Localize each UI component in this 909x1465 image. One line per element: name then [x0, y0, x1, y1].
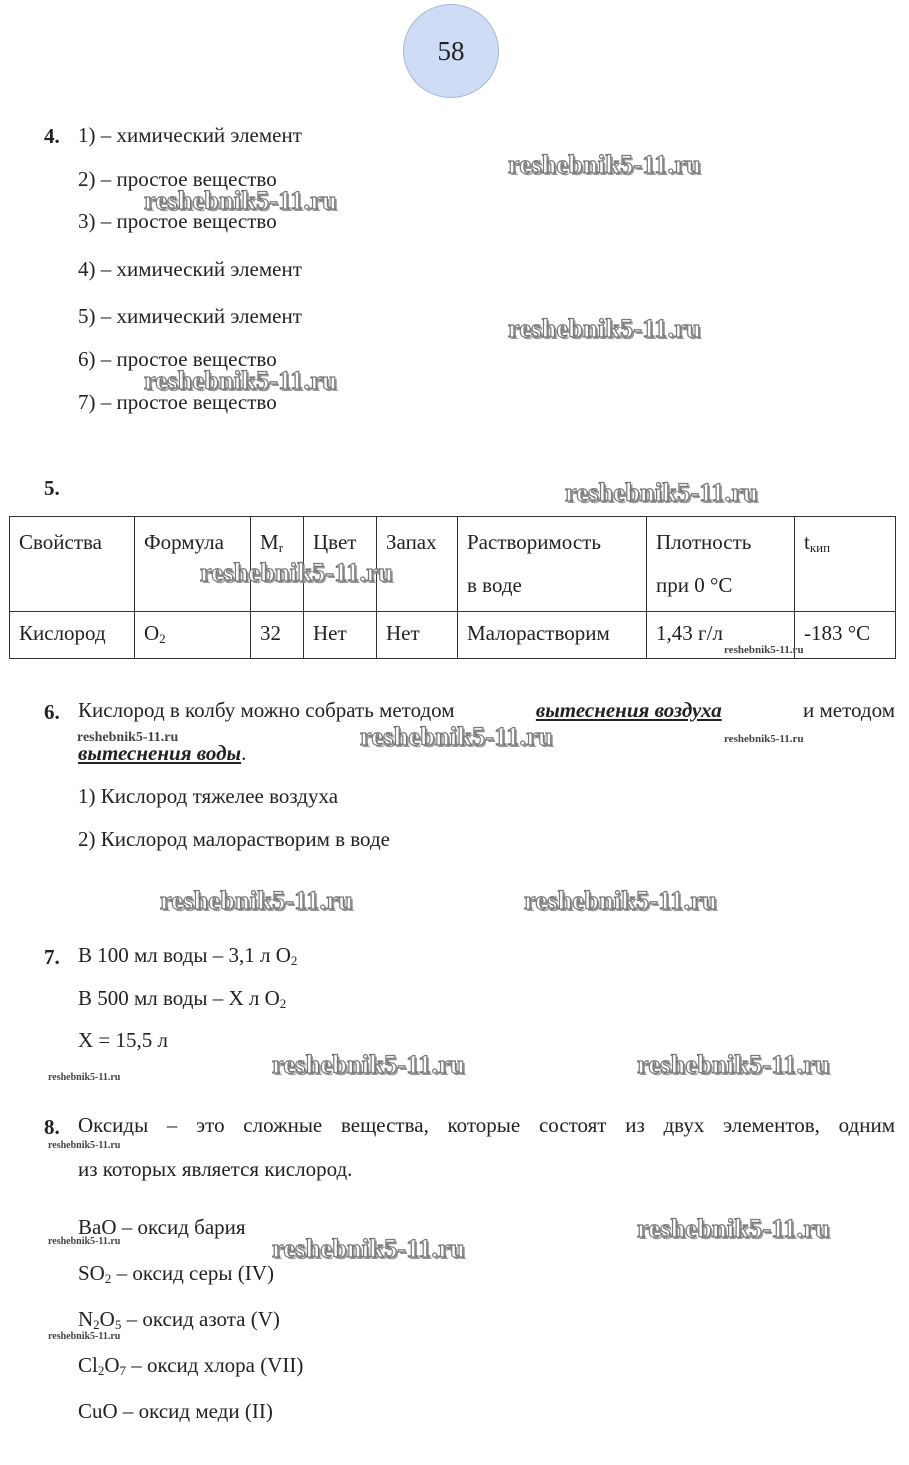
watermark: reshebnik5-11.ru — [360, 722, 553, 751]
watermark: reshebnik5-11.ru — [508, 314, 701, 343]
cell-density: 1,43 г/л — [647, 612, 795, 659]
watermark: reshebnik5-11.ru — [637, 1050, 830, 1079]
page-number-text: 58 — [437, 35, 465, 66]
watermark-small: reshebnik5-11.ru — [48, 1236, 121, 1247]
q4-item-4: 4) – химический элемент — [78, 257, 302, 281]
cell-solubility: Малорастворим — [458, 612, 647, 659]
header-smell: Запах — [377, 517, 458, 612]
cell-color: Нет — [304, 612, 377, 659]
watermark: reshebnik5-11.ru — [637, 1214, 830, 1243]
q4-item-5: 5) – химический элемент — [78, 304, 302, 328]
q8-line1: Оксиды – это сложные вещества, которые состоят из двух элементов, одним — [78, 1113, 895, 1137]
watermark: reshebnik5-11.ru — [272, 1050, 465, 1079]
watermark: reshebnik5-11.ru — [144, 366, 337, 395]
cell-substance: Кислород — [10, 612, 135, 659]
watermark-small: reshebnik5-11.ru — [77, 730, 179, 745]
oxide-bao: BaO – оксид бария — [78, 1215, 246, 1239]
cell-formula: $O_2$ — [135, 612, 251, 659]
q4-item-3: 3) – простое вещество — [78, 209, 277, 233]
q4-item-2: 2) – простое вещество — [78, 167, 277, 191]
q7-line1: В 100 мл воды – 3,1 л $O_2$ — [78, 943, 298, 968]
q6-text-a: Кислород в колбу можно собрать методом — [78, 698, 455, 722]
q7-line3: Х = 15,5 л — [78, 1028, 168, 1052]
watermark: reshebnik5-11.ru — [508, 150, 701, 179]
q6-method-air: вытеснения воздуха — [535, 698, 722, 722]
header-color: Цвет — [304, 517, 377, 612]
watermark: reshebnik5-11.ru — [144, 186, 337, 215]
q4-number: 4. — [44, 124, 60, 148]
header-tkip: $t_{кип}$ — [795, 517, 896, 612]
cell-boiling: -183 °C — [795, 612, 896, 659]
watermark: reshebnik5-11.ru — [565, 478, 758, 507]
cell-smell: Нет — [377, 612, 458, 659]
q6-line1 — [78, 698, 895, 723]
watermark: reshebnik5-11.ru — [160, 886, 353, 915]
q6-method-water: вытеснения воды — [78, 741, 242, 765]
q6-line2: вытеснения воды. — [78, 741, 247, 765]
header-mr: $M_r$ — [251, 517, 304, 612]
watermark-small: reshebnik5-11.ru — [724, 644, 804, 656]
header-properties: Свойства — [10, 517, 135, 612]
oxide-n2o5: $N_2O_5$ – оксид азота (V) — [78, 1307, 280, 1332]
watermark-small: reshebnik5-11.ru — [48, 1331, 121, 1342]
watermark-small: reshebnik5-11.ru — [48, 1140, 121, 1151]
cell-mr: 32 — [251, 612, 304, 659]
q4-item-6: 6) – простое вещество — [78, 347, 277, 371]
header-formula: Формула — [135, 517, 251, 612]
q8-number: 8. — [44, 1115, 60, 1139]
properties-table — [9, 516, 896, 659]
oxide-cuo: CuO – оксид меди (II) — [78, 1399, 273, 1423]
watermark-small: reshebnik5-11.ru — [724, 733, 804, 745]
q7-line2: В 500 мл воды – Х л $O_2$ — [78, 986, 287, 1011]
q6-reason-2: 2) Кислород малорастворим в воде — [78, 827, 390, 851]
q6-reason-1: 1) Кислород тяжелее воздуха — [78, 784, 339, 808]
q8-line2: из которых является кислород. — [78, 1157, 353, 1181]
q5-number: 5. — [44, 476, 60, 500]
oxide-so2: $SO_2$ – оксид серы (IV) — [78, 1261, 274, 1286]
q6-number: 6. — [44, 700, 60, 724]
q4-item-7: 7) – простое вещество — [78, 390, 277, 414]
watermark-small: reshebnik5-11.ru — [48, 1072, 121, 1083]
page-number — [403, 4, 499, 98]
watermark: reshebnik5-11.ru — [200, 558, 393, 587]
header-solubility: Растворимость в воде — [458, 517, 647, 612]
q4-item-1: 1) – химический элемент — [78, 123, 302, 147]
header-density: Плотность при 0 °C — [647, 517, 795, 612]
q7-number: 7. — [44, 945, 60, 969]
watermark: reshebnik5-11.ru — [524, 886, 717, 915]
table-header-row — [10, 517, 896, 612]
watermark: reshebnik5-11.ru — [272, 1234, 465, 1263]
q6-text-b: и методом — [803, 698, 895, 722]
oxide-cl2o7: $Cl_2O_7$ – оксид хлора (VII) — [78, 1353, 304, 1378]
